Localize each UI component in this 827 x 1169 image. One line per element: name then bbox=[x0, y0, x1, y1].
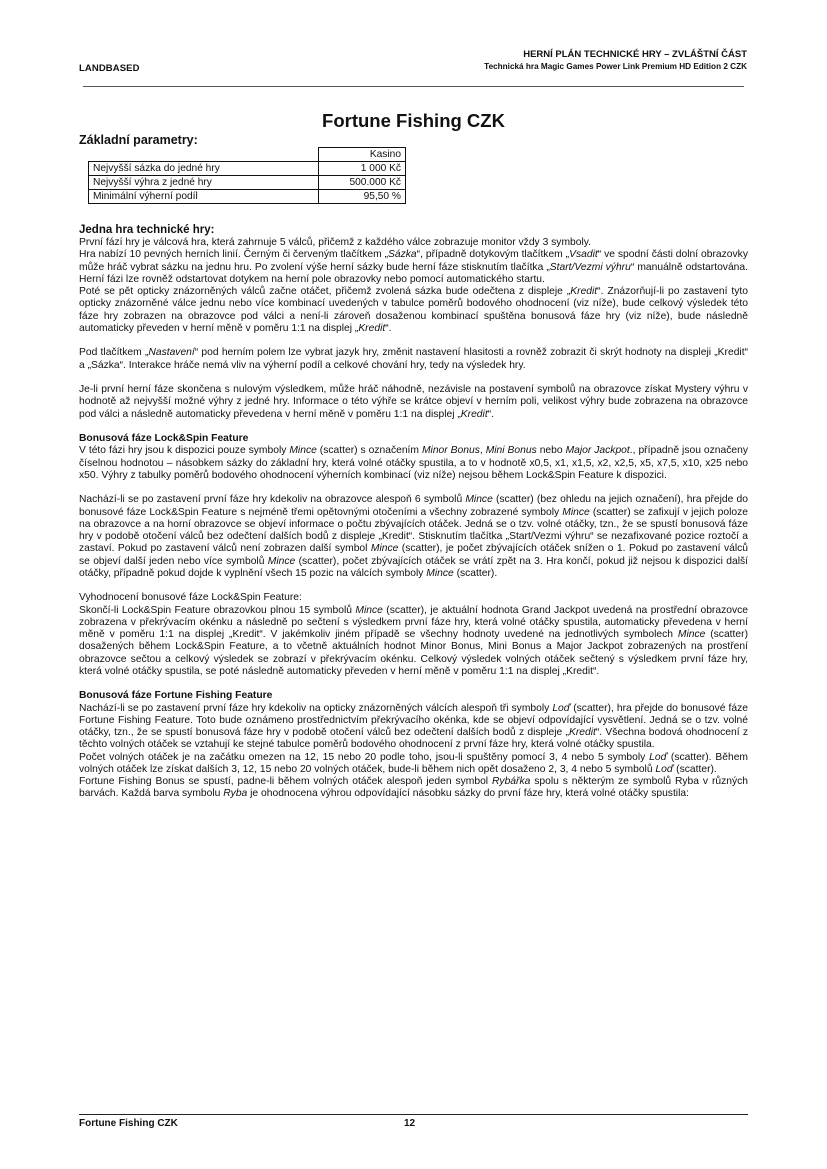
paragraph: Počet volných otáček je na začátku omezen na 12, 15 nebo 20 podle toho, jsou-li spuštěny pomocí 3, 4 nebo 5 symboly Loď (scatter). Během volných otáček lze získat dalších 3, 12, 15 nebo 20 volných otáček, bude-li během nich opět dosaženo 2, 3, 4 nebo 5 symbolů Loď (scatter). bbox=[79, 751, 748, 775]
header-right bbox=[484, 49, 747, 73]
table-row bbox=[89, 190, 406, 204]
params-heading: Základní parametry: bbox=[79, 133, 198, 147]
paragraph: Poté se pět opticky znázorněných válců začne otáčet, přičemž zvolená sázka bude odečtena z displeje „Kredit“. Znázorňují-li po zastavení tyto opticky znázorněné válce jednu nebo více kombinací uvedených v tabulce poměrů bodového ohodnocení (viz níže), bude celkový výsledek této fáze hry zobrazen na obrazovce pod válci a není-li zároveň dosaženou kombinací spuštěna bonusová fáze hry (viz níže), bude následně automaticky převeden v herní měně v poměru 1:1 na displej „Kredit“. bbox=[79, 286, 748, 334]
section-heading-fortune-fishing: Bonusová fáze Fortune Fishing Feature bbox=[79, 690, 273, 702]
table-header-blank bbox=[89, 148, 319, 162]
paragraph: První fází hry je válcová hra, která zahrnuje 5 válců, přičemž z každého válce zobrazuje monitor vždy 3 symboly. bbox=[79, 237, 592, 248]
page-title: Fortune Fishing CZK bbox=[322, 110, 505, 131]
section-heading-game: Jedna hra technické hry: bbox=[79, 224, 215, 236]
header-title: HERNÍ PLÁN TECHNICKÉ HRY – ZVLÁŠTNÍ ČÁST bbox=[523, 49, 747, 60]
footer-title: Fortune Fishing CZK bbox=[79, 1118, 178, 1129]
paragraph: Hra nabízí 10 pevných herních linií. Černým či červeným tlačítkem „Sázka“, případně dotykovým tlačítkem „Vsadit“ ve spodní části dolní obrazovky může hráč vybrat sázku na jednu hru. Po zvolení výše herní sázky bude herní fáze stisknutím tlačítka „Start/Vezmi výhru“ manuálně odstartována. Herní fázi lze rovněž odstartovat dotykem na herní pole obrazovky nebo pomocí automatického startu. bbox=[79, 249, 748, 285]
paragraph: Nachází-li se po zastavení první fáze hry kdekoliv na opticky znázorněných válcích alespoň tři symboly Loď (scatter), hra přejde do bonusové fáze Fortune Fishing Feature. Toto bude oznámeno prostřednictvím překrývacího okénka, kde se objeví odpovídající vysvětlení. Jedná se o tzv. volné otáčky, tzn., že se spustí bonusová fáze hry v podobě otočení válců bez odečtení dalších bodů z displeje „Kredit“. Všechna bodová ohodnocení z těchto volných otáček se vztahují ke stejné tabulce poměrů bodového ohodnocení z první fáze hry, která volné otáčky spustila. bbox=[79, 702, 748, 751]
document-body bbox=[79, 224, 748, 801]
param-label: Minimální výherní podíl bbox=[89, 190, 319, 204]
param-value: 95,50 % bbox=[319, 190, 406, 204]
table-row bbox=[89, 176, 406, 190]
paragraph: Nachází-li se po zastavení první fáze hry kdekoliv na obrazovce alespoň 6 symbolů Mince (scatter) (bez ohledu na jejich označení), hra přejde do bonusové fáze Lock&Spin Feature s nejméně třemi opětovnými otočeními a všechny zobrazené symboly Mince (scatter) se zafixují v jejich poloze na obrazovce a na horní obrazovce se objeví informace o počtu zbývajících otáček. Jedná se o tzv. volné otáčky, tzn., že se spustí bonusová fáze hry v podobě otočení válců bez odečtení dalších bodů z displeje „Kredit“. Stisknutím tlačítka „Start/Vezmi výhru“ se nezafixované pozice roztočí a zastaví. Pokud po zastavení válců není zobrazen další symbol Mince (scatter), je počet zbývajících otáček snížen o 1. Pokud po zastavení válců se objeví další jeden nebo více symbolů Mince (scatter), počet zbývajících otáček se vrátí zpět na 3. Hra končí, pokud již nejsou k dispozici další otáčky, případně pokud dojde k vyplnění všech 15 pozic na válcích symboly Mince (scatter). bbox=[79, 494, 749, 579]
paragraph: Fortune Fishing Bonus se spustí, padne-li během volných otáček alespoň jeden symbol Rybářka spolu s některým ze symbolů Ryba v různých barvách. Každá barva symbolu Ryba je ohodnocena výhrou odpovídající násobku sázky do první fáze hry, která volné otáčky spustila: bbox=[79, 776, 748, 800]
paragraph: V této fázi hry jsou k dispozici pouze symboly Mince (scatter) s označením Minor Bonus, Mini Bonus nebo Major Jackpot., případně jsou označeny číselnou hodnotou – násobkem sázky do základní hry, která volné otáčky spustila, a to v hodnotě x0,5, x1, x1,5, x2, x2,5, x5, x7,5, x10, x25 nebo x50. Výhry z tabulky poměrů bodového ohodnocení výherních kombinací (viz níže) nejsou během Lock&Spin Feature k dispozici. bbox=[79, 445, 748, 481]
header-subtitle: Technická hra Magic Games Power Link Premium HD Edition 2 CZK bbox=[484, 62, 747, 71]
table-row bbox=[89, 162, 406, 176]
paragraph: Pod tlačítkem „Nastavení“ pod herním polem lze vybrat jazyk hry, změnit nastavení hlasitosti a rovněž zobrazit či skrýt hodnoty na displeji „Kredit“ a „Sázka“. Interakce hráče nemá vliv na výherní podíl a celkové chování hry, tedy na výsledek hry. bbox=[79, 347, 748, 371]
paragraph: Skončí-li Lock&Spin Feature obrazovkou plnou 15 symbolů Mince (scatter), je aktuální hodnota Grand Jackpot uvedená na prostřední obrazovce zobrazena v překrývacím okénku a následně po sečtení s výsledkem první fáze hry, která volné otáčky spustila, automaticky převedena v herní měně v poměru 1:1 na displej „Kredit“. V jakémkoliv jiném případě se všechny hodnoty uvedené na jednotlivých symbolech Mince (scatter) dosažených během Lock&Spin Feature, a to včetně aktuálních hodnot Minor Bonus, Mini Bonus a Major Jackpot zobrazených na prostření obrazovce sečtou a celkový výsledek se zobrazí v překrývacím okénku. Celkový výsledek volných otáček sečtený s výsledkem první fáze hry, která volné otáčky spustila, se poté následně automaticky převeden v herní měně v poměru 1:1 na displej „Kredit“. bbox=[79, 604, 748, 677]
param-value: 1 000 Kč bbox=[319, 162, 406, 176]
page-number: 12 bbox=[404, 1118, 416, 1129]
eval-subheading: Vyhodnocení bonusové fáze Lock&Spin Feature: bbox=[79, 592, 302, 604]
table-header-row bbox=[89, 148, 406, 162]
param-label: Nejvyšší sázka do jedné hry bbox=[89, 162, 319, 176]
param-label: Nejvyšší výhra z jedné hry bbox=[89, 176, 319, 190]
header-left: LANDBASED bbox=[79, 63, 140, 74]
param-value: 500.000 Kč bbox=[319, 176, 406, 190]
footer-divider bbox=[79, 1114, 748, 1115]
table-header-kasino: Kasino bbox=[319, 148, 406, 162]
section-heading-lockspin: Bonusová fáze Lock&Spin Feature bbox=[79, 433, 249, 444]
params-table bbox=[88, 147, 406, 204]
paragraph: Je-li první herní fáze skončena s nulovým výsledkem, může hráč náhodně, nezávisle na postavení symbolů na obrazovce získat Mystery výhru v hodnotě až nejvyšší možné výhry z jedné hry. Informace o této výhře se krátce objeví v herním poli, velikost výhry bude zobrazena na obrazovce pod válci a následně automaticky převedena v herní měně v poměru 1:1 na displej „Kredit“. bbox=[79, 384, 748, 420]
header-divider bbox=[83, 86, 744, 87]
